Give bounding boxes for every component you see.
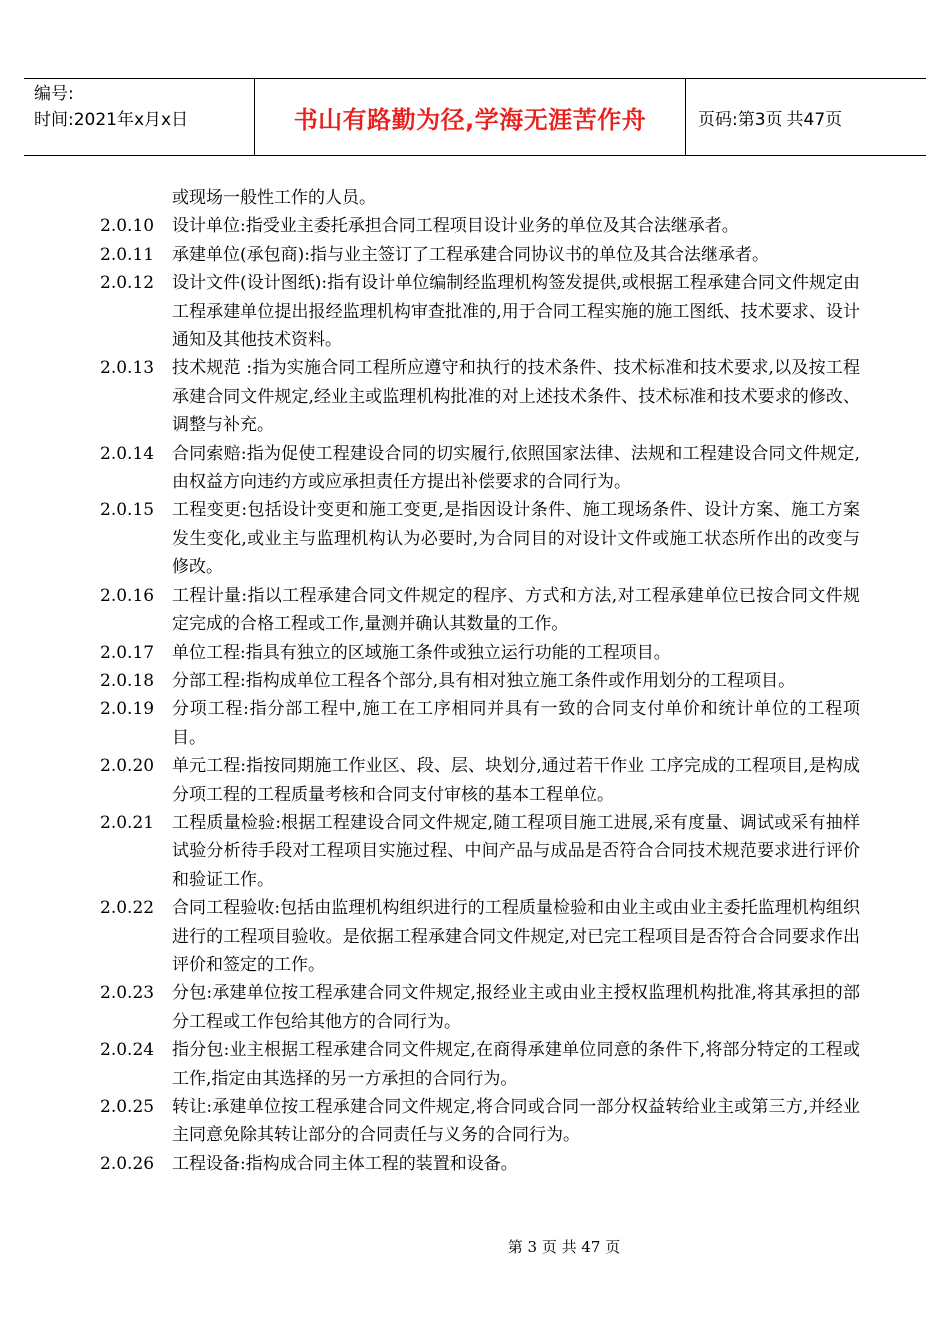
clause-text: 单位工程:指具有独立的区域施工条件或独立运行功能的工程项目。 <box>172 642 671 663</box>
definition-entry <box>100 212 860 240</box>
clause-text: 承建单位(承包商):指与业主签订了工程承建合同协议书的单位及其合法继承者。 <box>172 244 769 265</box>
clause-text: 分部工程:指构成单位工程各个部分,具有相对独立施工条件或作用划分的工程项目。 <box>172 670 796 691</box>
clause-number: 2.0.12 <box>100 273 155 294</box>
definition-entry <box>100 667 860 695</box>
header-page-number: 页码:第3页 <box>698 109 783 130</box>
definition-entry <box>100 440 860 497</box>
definition-entry <box>100 894 860 979</box>
definition-entry <box>100 1093 860 1150</box>
clause-text: 转让:承建单位按工程承建合同文件规定,将合同或合同一部分权益转给业主或第三方,并经业主同意免除其转让部分的合同责任与义务的合同行为。 <box>172 1097 860 1146</box>
header-page-total: 共47页 <box>786 109 843 130</box>
clause-text: 单元工程:指按同期施工作业区、段、层、块划分,通过若干作业 工序完成的工程项目,是构成分项工程的工程质量考核和合同支付审核的基本工程单位。 <box>172 756 860 805</box>
definition-entry <box>100 752 860 809</box>
clause-text: 设计单位:指受业主委托承担合同工程项目设计业务的单位及其合法继承者。 <box>172 216 739 237</box>
clause-number: 2.0.18 <box>100 670 155 691</box>
definition-entry <box>100 695 860 752</box>
definition-list <box>100 212 860 1178</box>
definition-entry <box>100 496 860 581</box>
page-footer: 第 3 页 共 47 页 <box>507 1238 621 1256</box>
clause-number: 2.0.24 <box>100 1040 155 1061</box>
clause-number: 2.0.14 <box>100 443 155 464</box>
clause-number: 2.0.22 <box>100 898 155 919</box>
clause-number: 2.0.11 <box>100 244 155 265</box>
page-header <box>24 78 926 156</box>
definition-entry <box>100 1036 860 1093</box>
definition-entry <box>100 1150 860 1178</box>
clause-text: 工程质量检验:根据工程建设合同文件规定,随工程项目施工进展,采有度量、调试或采有抽样试验分析待手段对工程项目实施过程、中间产品与成品是否符合合同技术规范要求进行评价和验证工作。 <box>172 812 860 890</box>
clause-text: 工程变更:包括设计变更和施工变更,是指因设计条件、施工现场条件、设计方案、施工方案发生变化,或业主与监理机构认为必要时,为合同目的对设计文件或施工状态所作出的改变与修改。 <box>172 500 860 578</box>
clause-number: 2.0.13 <box>100 358 155 379</box>
document-body <box>100 184 860 1178</box>
definition-entry <box>100 354 860 439</box>
document-code: 编号: <box>34 84 74 104</box>
clause-text: 合同工程验收:包括由监理机构组织进行的工程质量检验和由业主或由业主委托监理机构组织进行的工程项目验收。是依据工程承建合同文件规定,对已完工程项目是否符合合同要求作出评价和签定的工作。 <box>172 898 860 975</box>
clause-number: 2.0.17 <box>100 642 155 663</box>
clause-text: 工程设备:指构成合同主体工程的装置和设备。 <box>172 1153 518 1174</box>
document-date: 时间:2021年x月x日 <box>34 110 189 130</box>
header-motto-cell <box>255 79 686 155</box>
clause-number: 2.0.25 <box>100 1097 155 1117</box>
clause-text: 设计文件(设计图纸):指有设计单位编制经监理机构签发提供,或根据工程承建合同文件规定由工程承建单位提出报经监理机构审查批准的,用于合同工程实施的施工图纸、技术要求、设计通知及其他技术资料。 <box>172 273 860 351</box>
clause-text: 分包:承建单位按工程承建合同文件规定,报经业主或由业主授权监理机构批准,将其承担的部分工程或工作包给其他方的合同行为。 <box>172 983 860 1032</box>
clause-number: 2.0.21 <box>100 812 155 833</box>
clause-number: 2.0.20 <box>100 756 155 777</box>
clause-text: 技术规范 :指为实施合同工程所应遵守和执行的技术条件、技术标准和技术要求,以及按工程承建合同文件规定,经业主或监理机构批准的对上述技术条件、技术标准和技术要求的修改、调整与补充。 <box>172 358 860 436</box>
definition-entry <box>100 241 860 269</box>
clause-number: 2.0.23 <box>100 983 155 1004</box>
clause-number: 2.0.26 <box>100 1153 155 1174</box>
clause-number: 2.0.19 <box>100 699 155 720</box>
clause-number: 2.0.16 <box>100 585 155 606</box>
clause-number: 2.0.15 <box>100 500 155 521</box>
clause-text: 分项工程:指分部工程中,施工在工序相同并具有一致的合同支付单价和统计单位的工程项目。 <box>172 699 860 748</box>
definition-entry <box>100 979 860 1036</box>
definition-entry <box>100 582 860 639</box>
header-meta <box>24 79 255 155</box>
header-motto: 书山有路勤为径,学海无涯苦作舟 <box>293 105 647 134</box>
clause-number: 2.0.10 <box>100 216 155 237</box>
header-page-info <box>686 79 926 155</box>
definition-entry <box>100 639 860 667</box>
clause-text: 工程计量:指以工程承建合同文件规定的程序、方式和方法,对工程承建单位已按合同文件规定完成的合格工程或工作,量测并确认其数量的工作。 <box>172 585 860 635</box>
definition-entry <box>100 809 860 894</box>
clause-text: 合同索赔:指为促使工程建设合同的切实履行,依照国家法律、法规和工程建设合同文件规定,由权益方向违约方或应承担责任方提出补偿要求的合同行为。 <box>172 443 860 493</box>
definition-entry <box>100 269 860 354</box>
continuation-text: 或现场一般性工作的人员。 <box>172 188 376 208</box>
clause-text: 指分包:业主根据工程承建合同文件规定,在商得承建单位同意的条件下,将部分特定的工程或工作,指定由其选择的另一方承担的合同行为。 <box>172 1040 860 1089</box>
